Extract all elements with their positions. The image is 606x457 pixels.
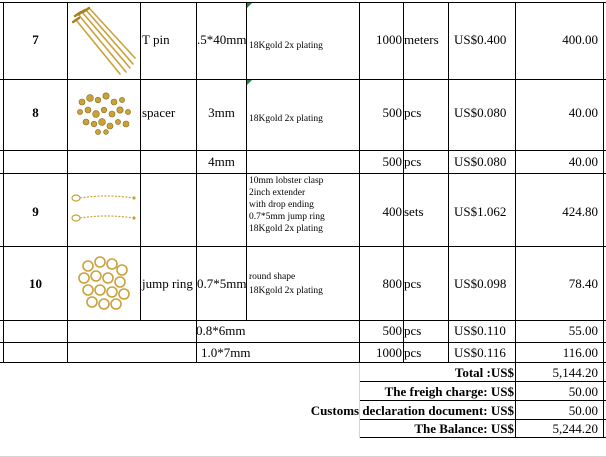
row10c-amount: 116.00	[562, 345, 598, 360]
row8b-qty: 500	[382, 154, 402, 169]
row10-size: 0.7*5mm	[197, 277, 246, 291]
row9-desc-3: 0.7*5mm jump ring	[249, 212, 325, 222]
row10-no: 10	[29, 276, 42, 291]
row10-price: US$0.098	[454, 276, 507, 291]
row10-qty: 800	[382, 276, 402, 291]
row10b-size: 0.8*6mm	[196, 323, 246, 338]
row8-unit: pcs	[404, 105, 422, 120]
row7-qty: 1000	[376, 32, 402, 47]
row8b-size: 4mm	[208, 154, 235, 169]
row10c-price: US$0.116	[454, 345, 506, 360]
row10-name: jump ring	[142, 276, 193, 291]
row8-amount: 40.00	[568, 105, 598, 120]
row9-price: US$1.062	[454, 204, 507, 219]
row10b-qty: 500	[382, 323, 402, 338]
row10-unit: pcs	[404, 276, 422, 291]
comment-marker	[247, 3, 252, 8]
t-pin-image	[70, 6, 138, 78]
row10-desc-1: 18Kgold 2x plating	[249, 286, 323, 296]
customs-value: 50.00	[568, 403, 598, 418]
total-value: 5,144.20	[552, 365, 598, 380]
balance-label: The Balance: US$	[414, 421, 514, 436]
row10b-unit: pcs	[404, 323, 422, 338]
row10b-price: US$0.110	[454, 323, 506, 338]
row8-price: US$0.080	[454, 105, 507, 120]
customs-label: Customs declaration document: US$	[310, 403, 514, 418]
row7-amount: 400.00	[562, 32, 598, 47]
row9-qty: 400	[382, 204, 402, 219]
row8b-unit: pcs	[404, 154, 422, 169]
row7-unit: meters	[404, 32, 439, 47]
row8-qty: 500	[382, 105, 402, 120]
row7-desc-0: 18Kgold 2x plating	[249, 41, 323, 51]
spacer-beads-image	[70, 88, 138, 140]
row7-no: 7	[32, 32, 39, 47]
row8-desc-0: 18Kgold 2x plating	[249, 114, 323, 124]
row8b-amount: 40.00	[568, 154, 598, 169]
row8-size: 3mm	[208, 105, 235, 120]
row7-name: T pin	[142, 32, 170, 47]
row10-amount: 78.40	[568, 276, 598, 291]
row9-desc-0: 10mm lobster clasp	[249, 176, 324, 186]
row9-desc-2: with drop ending	[249, 200, 314, 210]
jump-rings-image	[74, 252, 136, 316]
comment-marker	[247, 80, 252, 85]
row7-size: .5*40mm	[197, 33, 246, 47]
row9-desc-4: 18Kgold 2x plating	[249, 224, 323, 234]
total-label: Total :US$	[454, 365, 514, 380]
row9-desc-1: 2inch extender	[249, 188, 306, 198]
extender-chain-image	[70, 188, 138, 230]
row10-desc-0: round shape	[249, 272, 296, 282]
row9-amount: 424.80	[562, 204, 598, 219]
row9-no: 9	[32, 204, 39, 219]
balance-value: 5,244.20	[552, 421, 598, 436]
freight-value: 50.00	[568, 384, 598, 399]
row10c-unit: pcs	[404, 345, 422, 360]
row8-name: spacer	[142, 105, 176, 120]
row10b-amount: 55.00	[568, 323, 598, 338]
row7-price: US$0.400	[454, 32, 507, 47]
row9-unit: sets	[404, 204, 424, 219]
freight-label: The freigh charge: US$	[384, 384, 514, 399]
row8b-price: US$0.080	[454, 154, 507, 169]
row10c-qty: 1000	[376, 345, 402, 360]
row8-no: 8	[32, 105, 39, 120]
row10c-size: 1.0*7mm	[201, 345, 251, 360]
